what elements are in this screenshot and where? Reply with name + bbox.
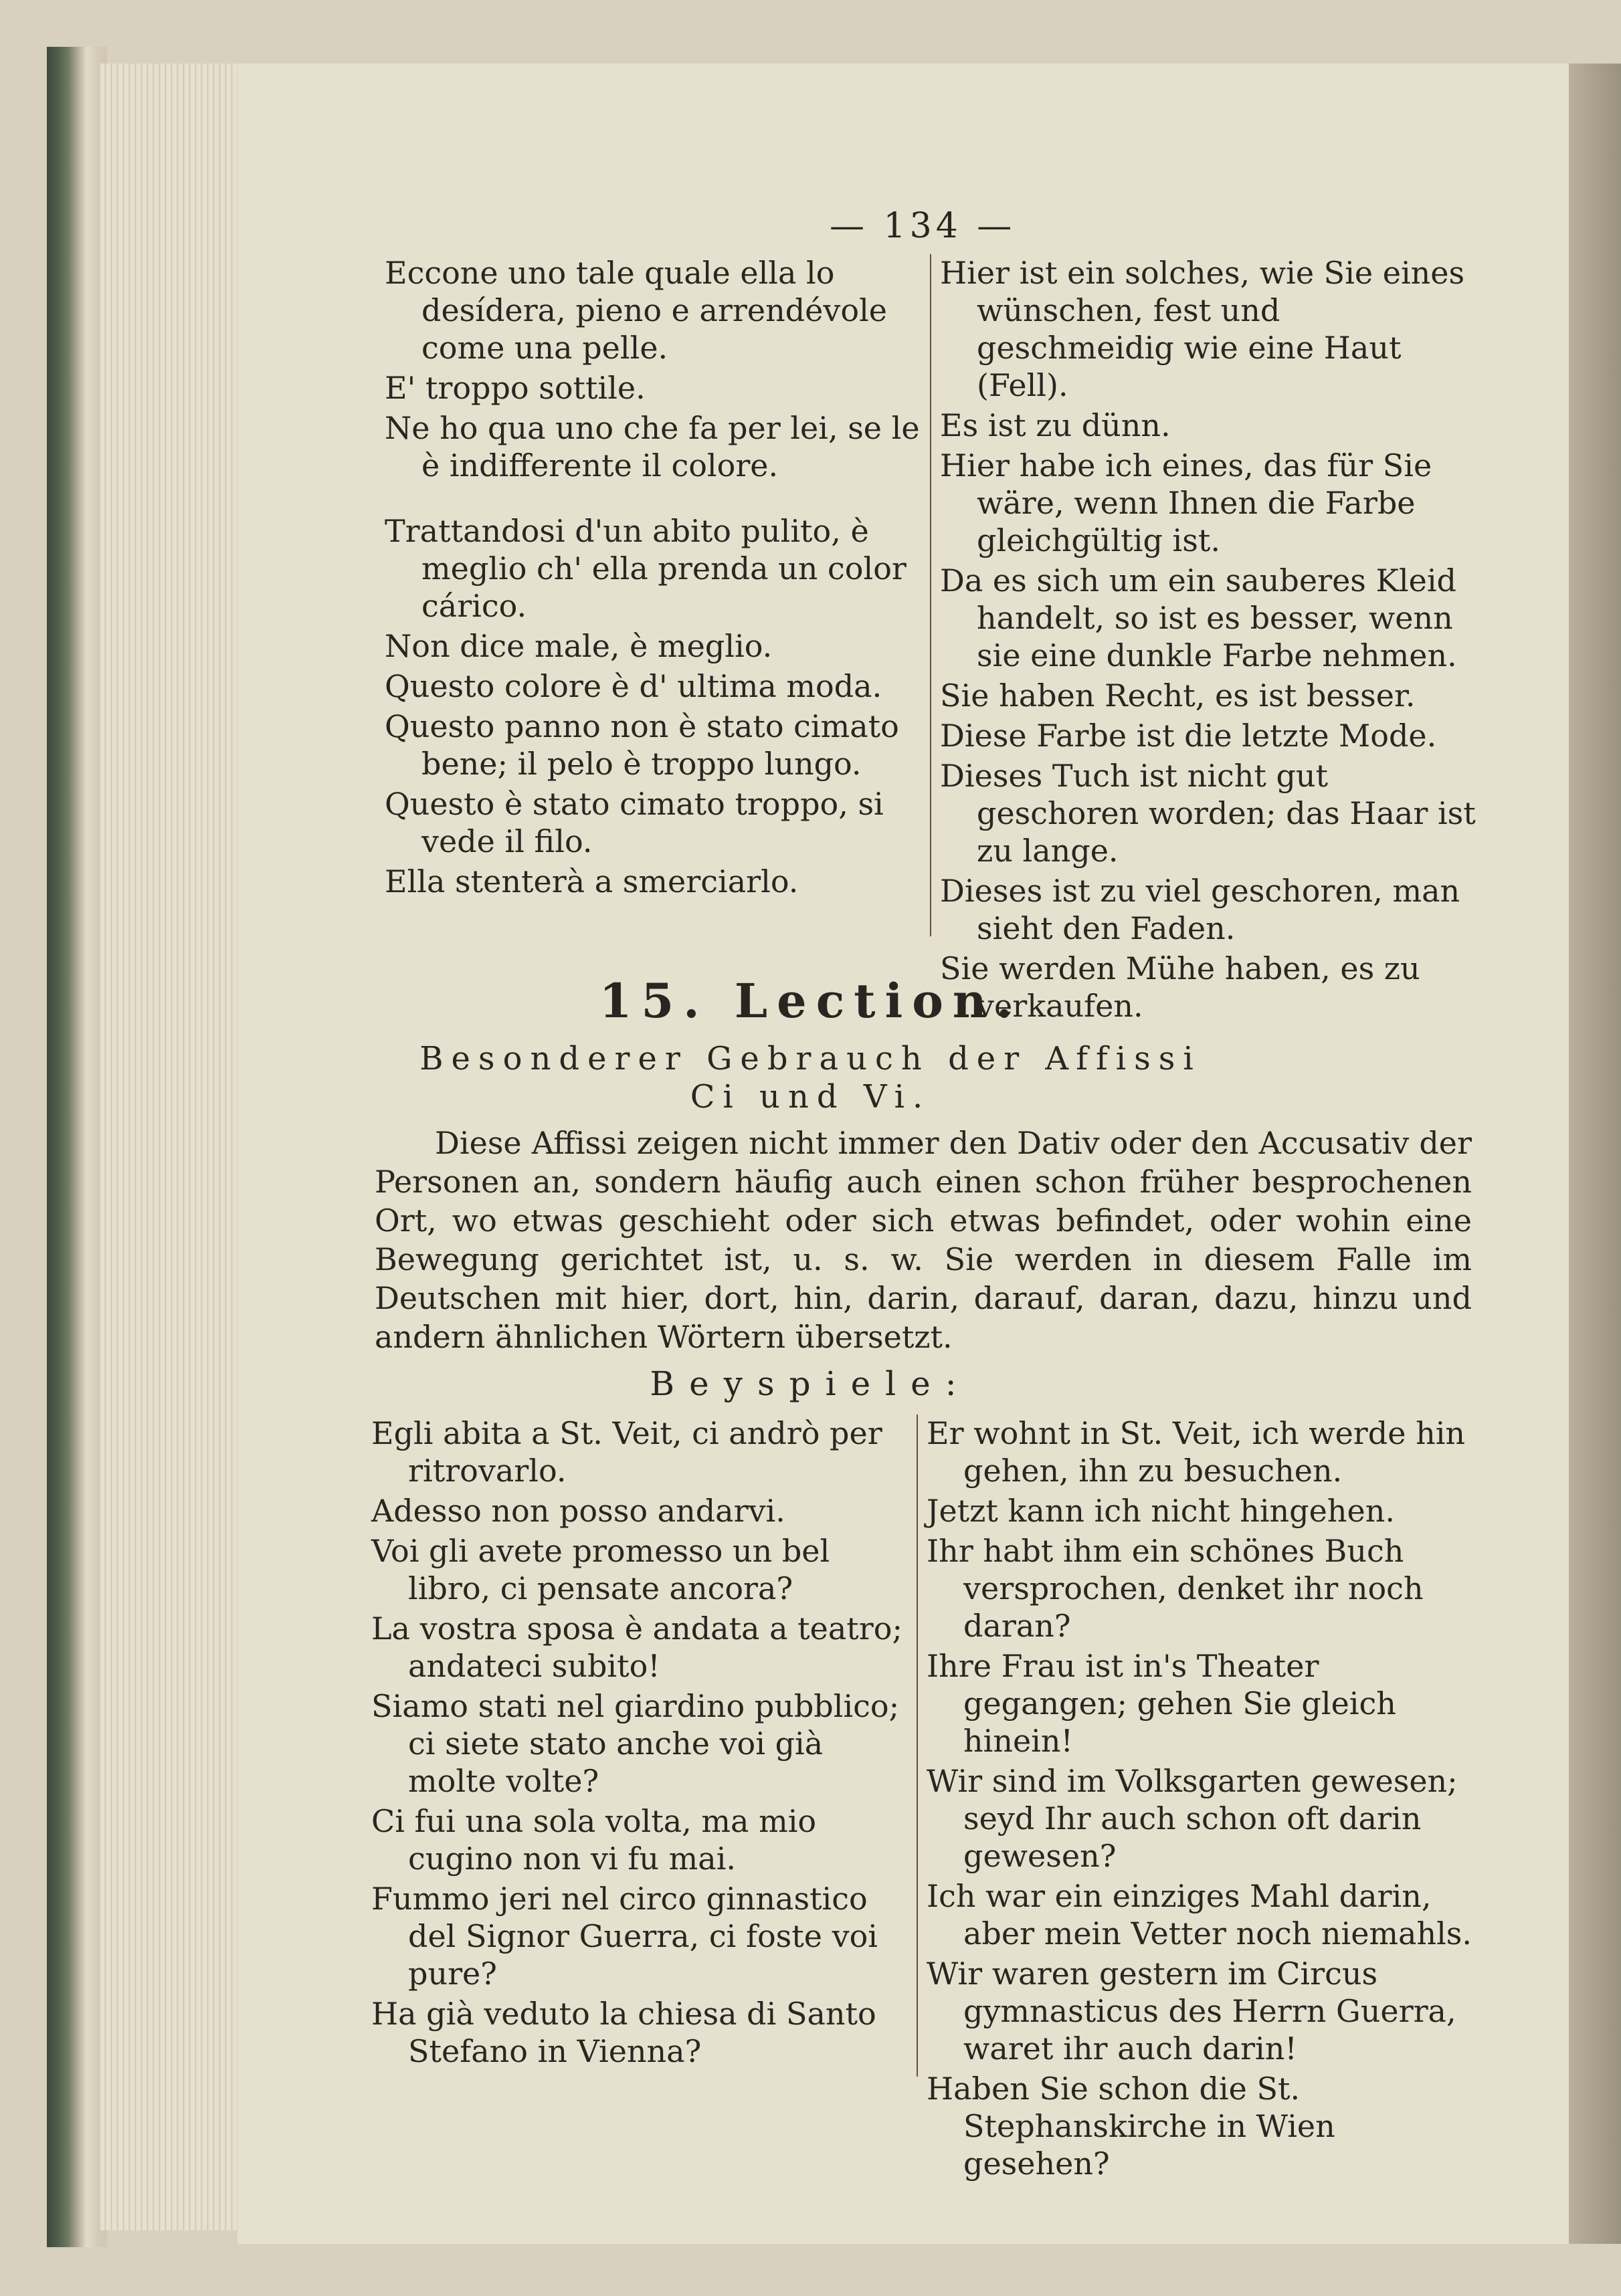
german-example: Ich war ein einziges Mahl darin, aber mein Vetter noch niemahls. [927, 1878, 1472, 1952]
german-example: Haben Sie schon die St. Stephanskirche in Wien gesehen? [927, 2071, 1335, 2182]
lesson-body-text: Diese Affissi zeigen nicht immer den Dativ oder den Accusativ der Personen an, sondern häufig auch einen schon früher besprochenen Ort, wo etwas geschieht oder sich etwas befindet, oder wohin eine Bewegung gerichtet ist, u. s. w. Sie werden in diesem Falle im Deutschen mit hier, dort, hin, darin, darauf, daran, dazu, hinzu und andern ähnlichen Wörtern übersetzt. [375, 1125, 1472, 1355]
german-phrase: Dieses Tuch ist nicht gut geschoren worden; das Haar ist zu lange. [940, 758, 1476, 869]
german-phrase: Sie haben Recht, es ist besser. [940, 677, 1416, 714]
italian-example: Egli abita a St. Veit, ci andrò per ritrovarlo. [371, 1415, 882, 1489]
german-example: Wir waren gestern im Circus gymnasticus des Herrn Guerra, waret ihr auch darin! [927, 1956, 1456, 2067]
german-example: Ihre Frau ist in's Theater gegangen; gehen Sie gleich hinein! [927, 1648, 1396, 1759]
italian-example: Ci fui una sola volta, ma mio cugino non vi fu mai. [371, 1803, 817, 1877]
italian-example: Adesso non posso andarvi. [371, 1493, 785, 1529]
german-phrase: Diese Farbe ist die letzte Mode. [940, 718, 1437, 754]
examples-heading: Beyspiele: [650, 1364, 971, 1403]
italian-example: Fummo jeri nel circo ginnastico del Signor Guerra, ci foste voi pure? [371, 1881, 878, 1992]
page-number: — 134 — [830, 206, 1016, 246]
german-phrase: Es ist zu dünn. [940, 407, 1171, 443]
page-edges [100, 64, 241, 2230]
italian-phrase: Ne ho qua uno che fa per lei, se le è indifferente il colore. [385, 410, 920, 484]
german-example: Jetzt kann ich nicht hingehen. [927, 1493, 1395, 1529]
german-phrase: Hier ist ein solches, wie Sie eines wünschen, fest und geschmeidig wie eine Haut (Fell). [940, 255, 1465, 403]
italian-phrase: Questo panno non è stato cimato bene; il pelo è troppo lungo. [385, 708, 899, 782]
italian-phrase: Ella stenterà a smerciarlo. [385, 863, 799, 900]
italian-phrase: Questo è stato cimato troppo, si vede il filo. [385, 786, 884, 859]
german-phrase: Hier habe ich eines, das für Sie wäre, wenn Ihnen die Farbe gleichgültig ist. [940, 447, 1432, 558]
column-divider-top [930, 254, 931, 936]
german-phrase: Sie werden Mühe haben, es zu verkaufen. [940, 950, 1420, 1024]
lesson-body [375, 1124, 1472, 1356]
german-example: Ihr habt ihm ein schönes Buch versprochen, denket ihr noch daran? [927, 1533, 1424, 1644]
italian-phrase: Eccone uno tale quale ella lo desídera, pieno e arrendévole come una pelle. [385, 255, 888, 366]
italian-example: La vostra sposa è andata a teatro; andateci subito! [371, 1610, 902, 1684]
top-italian-column [385, 254, 920, 903]
german-phrase: Dieses ist zu viel geschoren, man sieht den Faden. [940, 873, 1460, 946]
examples-german-column [927, 1415, 1475, 2185]
italian-example: Ha già veduto la chiesa di Santo Stefano in Vienna? [371, 1996, 876, 2069]
examples-italian-column [371, 1415, 907, 2073]
lesson-subtitle-line2: Ci und Vi. [690, 1078, 931, 1116]
german-phrase: Da es sich um ein sauberes Kleid handelt, so ist es besser, wenn sie eine dunkle Farbe nehmen. [940, 562, 1457, 673]
italian-phrase: Non dice male, è meglio. [385, 628, 773, 664]
german-example: Er wohnt in St. Veit, ich werde hin gehen, ihn zu besuchen. [927, 1415, 1466, 1489]
italian-phrase: Questo colore è d' ultima moda. [385, 668, 882, 704]
book-spine [47, 47, 107, 2247]
lesson-title: 15. Lection. [599, 973, 1022, 1029]
italian-phrase: Trattandosi d'un abito pulito, è meglio ch' ella prenda un color cárico. [385, 513, 907, 624]
italian-example: Siamo stati nel giardino pubblico; ci siete stato anche voi già molte volte? [371, 1688, 900, 1799]
german-example: Wir sind im Volksgarten gewesen; seyd Ihr auch schon oft darin gewesen? [927, 1763, 1458, 1874]
italian-example: Voi gli avete promesso un bel libro, ci pensate ancora? [371, 1533, 830, 1606]
column-divider-examples [917, 1415, 918, 2077]
top-german-column [940, 254, 1482, 1027]
italian-phrase: E' troppo sottile. [385, 370, 646, 406]
lesson-subtitle-line1: Besonderer Gebrauch der Affissi [419, 1040, 1202, 1077]
facing-page-edge [1569, 64, 1621, 2244]
